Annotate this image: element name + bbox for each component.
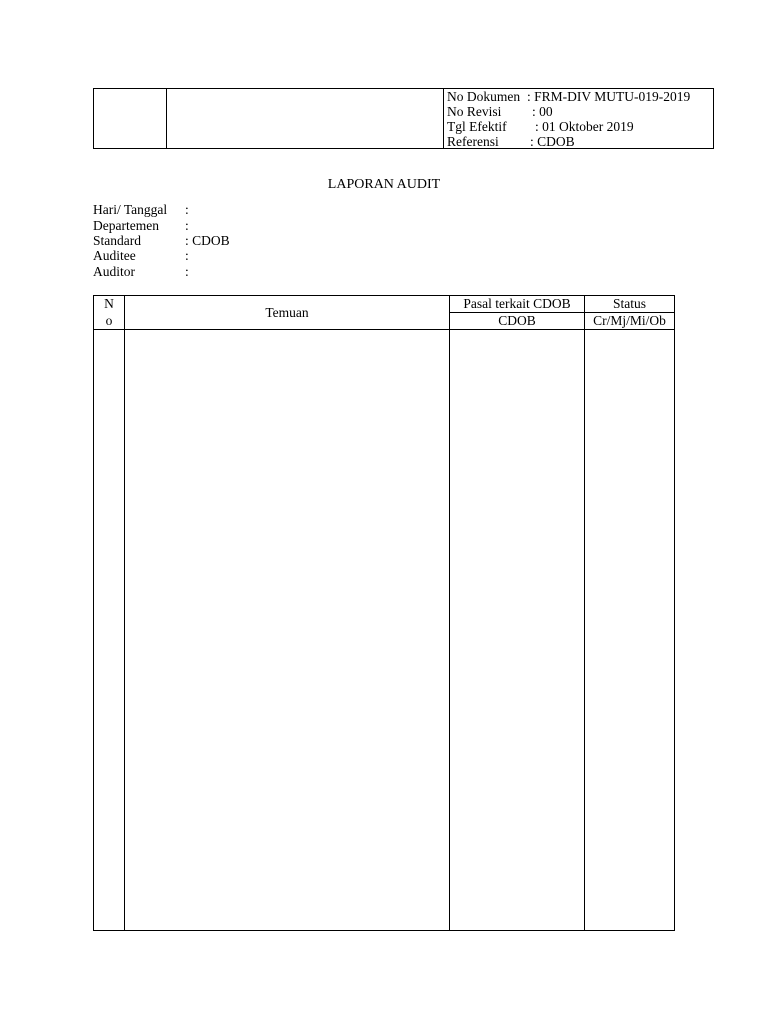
meta-key: Tgl Efektif [447, 119, 507, 134]
info-value: : CDOB [185, 233, 230, 248]
meta-value: : FRM-DIV MUTU-019-2019 [527, 89, 691, 104]
info-key: Auditee [93, 248, 136, 263]
info-value: : [185, 264, 189, 279]
body-cell-temuan[interactable] [125, 330, 449, 930]
meta-value: : 01 Oktober 2019 [535, 119, 634, 134]
info-key: Hari/ Tanggal [93, 202, 168, 217]
header-logo-cell [94, 89, 167, 148]
document-header-table [93, 88, 714, 149]
col-no-header-line2: o [105, 313, 113, 328]
info-key: Auditor [93, 264, 135, 279]
meta-value: : 00 [532, 104, 553, 119]
body-cell-pasal[interactable] [450, 330, 584, 930]
body-cell-status[interactable] [585, 330, 674, 930]
meta-value: : CDOB [530, 134, 575, 149]
document-title: LAPORAN AUDIT [327, 177, 441, 192]
meta-key: Referensi [447, 134, 499, 149]
col-no-header-line1: N [104, 296, 114, 311]
meta-key: No Dokumen [447, 89, 521, 104]
audit-findings-table [93, 295, 675, 931]
header-meta-cell [447, 89, 713, 148]
col-status-subheader: Cr/Mj/Mi/Ob [593, 313, 666, 328]
col-pasal-subheader: CDOB [498, 313, 536, 328]
info-key: Standard [93, 233, 141, 248]
meta-key: No Revisi [447, 104, 502, 119]
info-key: Departemen [93, 218, 159, 233]
col-status-header: Status [612, 296, 646, 311]
col-pasal-header: Pasal terkait CDOB [463, 296, 571, 311]
header-company-cell [166, 89, 444, 148]
info-value: : [185, 248, 189, 263]
col-temuan-header: Temuan [265, 305, 309, 320]
info-value: : [185, 202, 189, 217]
body-cell-no[interactable] [94, 330, 124, 930]
info-value: : [185, 218, 189, 233]
